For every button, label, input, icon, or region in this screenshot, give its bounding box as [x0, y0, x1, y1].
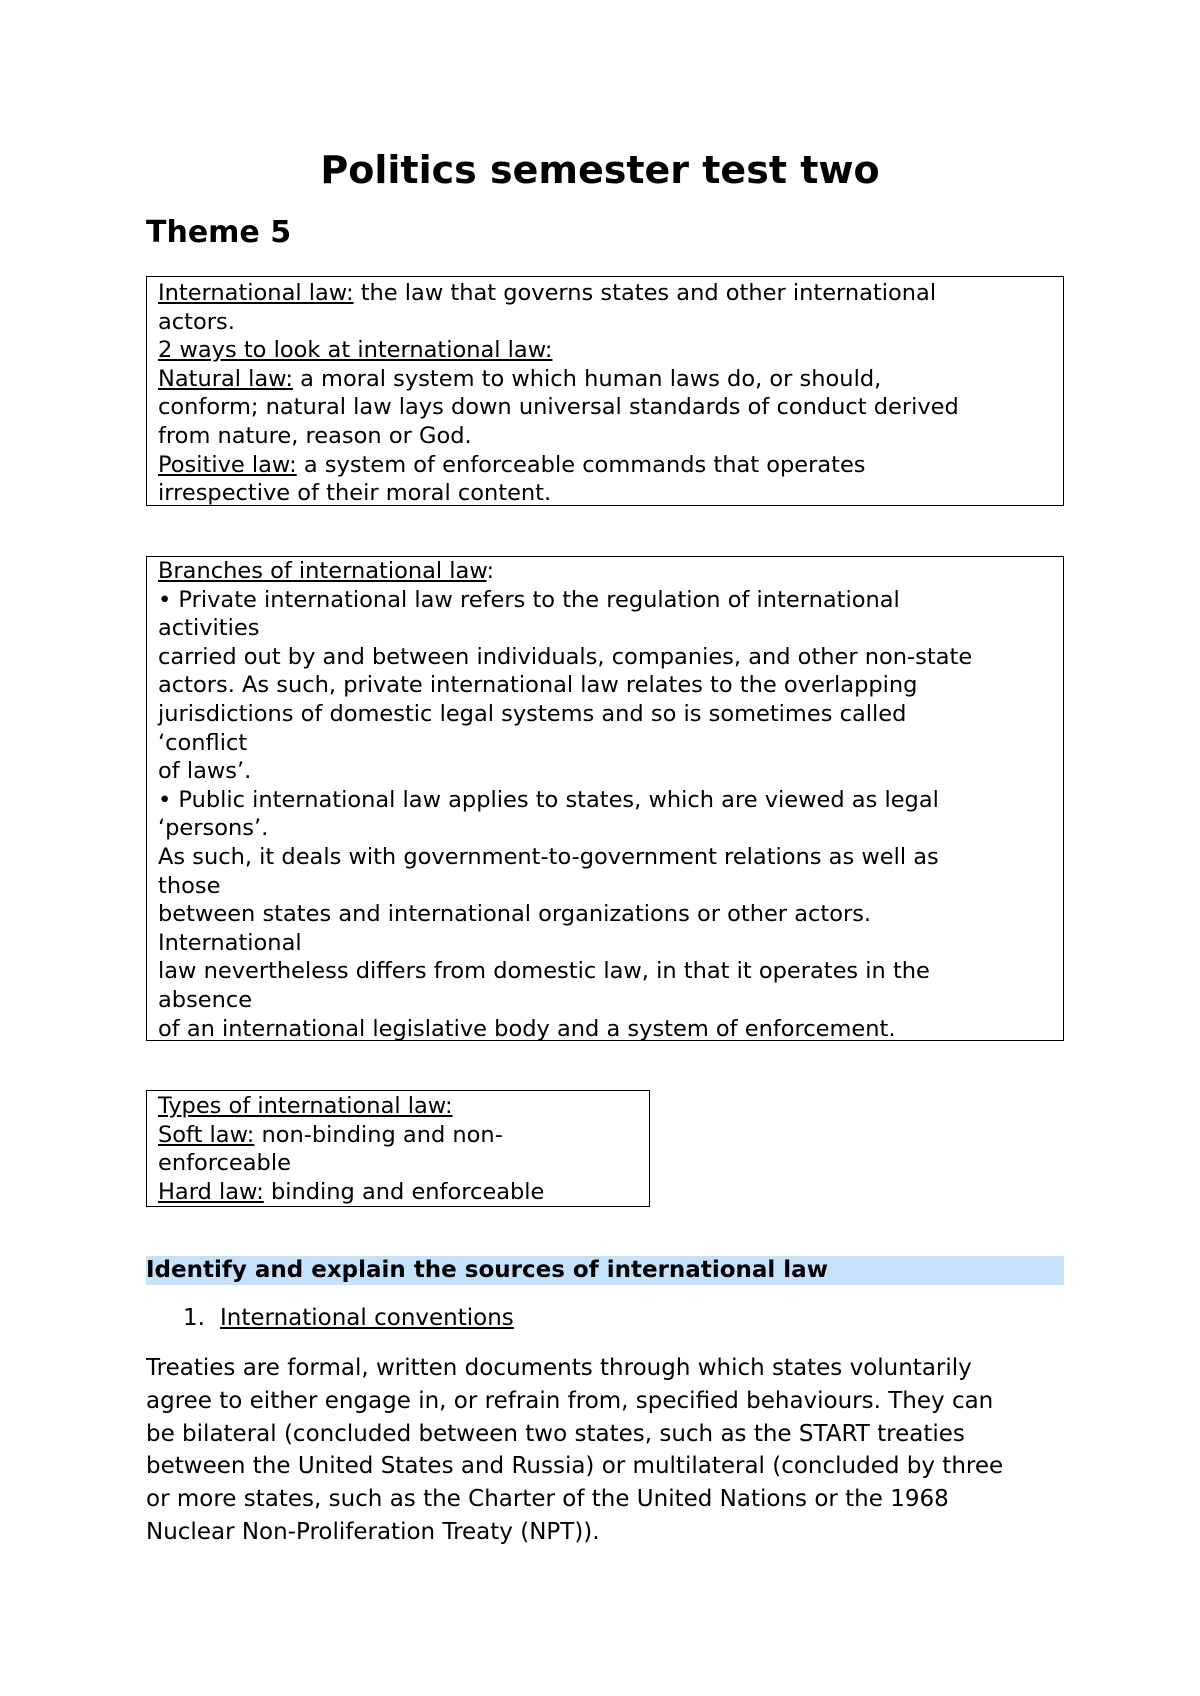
paragraph-line: Nuclear Non-Proliferation Treaty (NPT)). [146, 1518, 600, 1545]
branches-line: law nevertheless differs from domestic law, in that it operates in the [158, 958, 930, 985]
positive-law-definition: a system of enforceable commands that operates [296, 451, 866, 478]
branches-line: • Public international law applies to states, which are viewed as legal [158, 786, 939, 813]
soft-law-label: Soft law: [158, 1121, 255, 1148]
branches-box [146, 556, 1064, 1041]
positive-law-line [158, 451, 1053, 480]
list-item [183, 1303, 514, 1333]
intl-law-definition: the law that governs states and other international [353, 280, 937, 306]
soft-law-definition-cont: enforceable [158, 1150, 291, 1177]
branches-line: As such, it deals with government-to-government relations as well as [158, 843, 939, 870]
natural-law-definition-cont-1: conform; natural law lays down universal standards of conduct derived [158, 394, 959, 421]
positive-law-label: Positive law: [158, 451, 297, 478]
ways-line [158, 336, 1053, 365]
natural-law-label: Natural law: [158, 365, 293, 392]
natural-law-definition-cont-2: from nature, reason or God. [158, 422, 472, 449]
branches-line: • Private international law refers to the regulation of international [158, 586, 900, 613]
branches-line: actors. As such, private international law relates to the overlapping [158, 672, 918, 699]
branches-line: ‘persons’. [158, 815, 269, 842]
paragraph-line: agree to either engage in, or refrain from, specified behaviours. They can [146, 1387, 994, 1414]
intl-law-definition-cont: actors. [158, 308, 235, 335]
paragraph-line: be bilateral (concluded between two states, such as the START treaties [146, 1420, 965, 1447]
branches-line: absence [158, 986, 253, 1013]
branches-line: activities [158, 615, 260, 642]
paragraph-line: or more states, such as the Charter of the United Nations or the 1968 [146, 1486, 949, 1513]
paragraph-line: Treaties are formal, written documents through which states voluntarily [146, 1355, 972, 1381]
types-box [146, 1090, 650, 1207]
soft-law-definition: non-binding and non- [254, 1121, 503, 1148]
positive-law-definition-cont: irrespective of their moral content. [158, 480, 552, 507]
list-item-number: 1. [183, 1305, 205, 1331]
treaties-paragraph [146, 1352, 1086, 1549]
intl-law-label: International law: [158, 280, 354, 306]
branches-heading-colon: : [486, 558, 495, 584]
soft-law-line [158, 1121, 639, 1150]
branches-line: of an international legislative body and a system of enforcement. [158, 1015, 896, 1042]
types-heading: Types of international law: [158, 1093, 453, 1119]
hard-law-definition: binding and enforceable [263, 1178, 545, 1205]
list-item-label: International conventions [220, 1305, 514, 1331]
natural-law-definition: a moral system to which human laws do, or should, [292, 365, 882, 392]
theme-heading: Theme 5 [146, 215, 292, 250]
branches-heading-line [158, 557, 1053, 586]
branches-line: carried out by and between individuals, companies, and other non-state [158, 643, 973, 670]
paragraph-line: between the United States and Russia) or multilateral (concluded by three [146, 1453, 1004, 1480]
hard-law-line [158, 1178, 639, 1207]
intl-law-line [158, 279, 1053, 308]
natural-law-line [158, 365, 1053, 394]
branches-heading: Branches of international law [158, 558, 487, 584]
branches-line: ‘conflict [158, 729, 248, 756]
definitions-box [146, 276, 1064, 506]
types-heading-line [158, 1092, 639, 1121]
ways-heading: 2 ways to look at international law: [158, 337, 553, 364]
sources-section-heading: Identify and explain the sources of international law [146, 1256, 1064, 1285]
hard-law-label: Hard law: [158, 1178, 264, 1205]
page-title: Politics semester test two [320, 148, 880, 192]
branches-line: between states and international organizations or other actors. [158, 901, 872, 928]
branches-line: those [158, 872, 221, 899]
branches-line: International [158, 929, 302, 956]
branches-line: jurisdictions of domestic legal systems and so is sometimes called [158, 700, 907, 727]
branches-line: of laws’. [158, 758, 252, 785]
